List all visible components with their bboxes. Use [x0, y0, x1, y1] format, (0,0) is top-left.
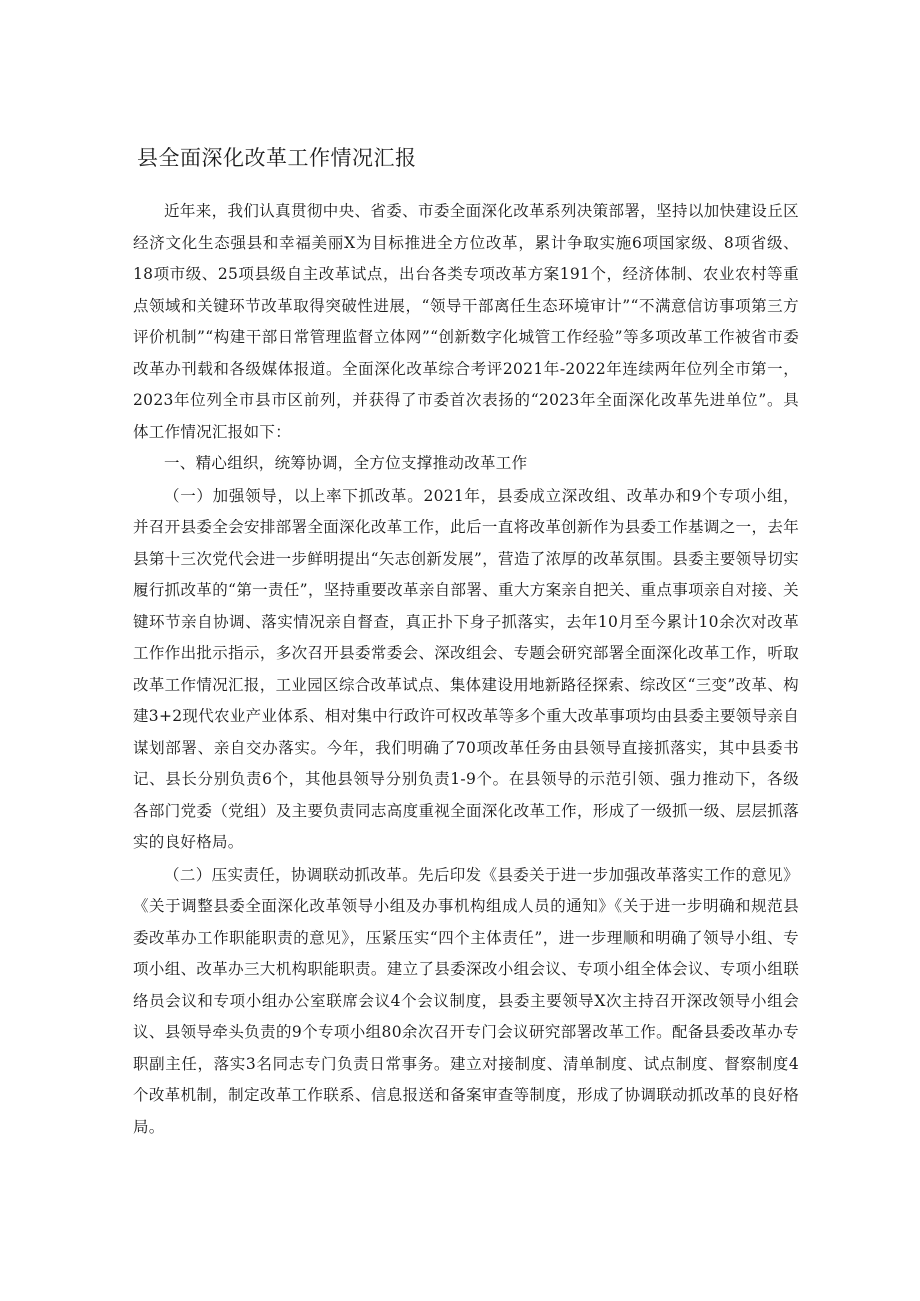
document-title: 县全面深化改革工作情况汇报	[137, 146, 417, 170]
section-1-item-1: （一）加强领导，以上率下抓改革。2021年，县委成立深改组、改革办和9个专项小组，并召开县委全会安排部署全面深化改革工作，此后一直将改革创新作为县委工作基调之一，去年县第十三次党代会进一步鲜明提出“矢志创新发展”，营造了浓厚的改革氛围。县委主要领导切实履行抓改革的“第一责任”，坚持重要改革亲自部署、重大方案亲自把关、重点事项亲自对接、关键环节亲自协调、落实情况亲自督查，真正扑下身子抓落实，去年10月至今累计10余次对改革工作作出批示指示，多次召开县委常委会、深改组会、专题会研究部署全面深化改革工作，听取改革工作情况汇报，工业园区综合改革试点、集体建设用地新路径探索、综改区“三变”改革、构建3+2现代农业产业体系、相对集中行政许可权改革等多个重大改革事项均由县委主要领导亲自谋划部署、亲自交办落实。今年，我们明确了70项改革任务由县领导直接抓落实，其中县委书记、县长分别负责6个，其他县领导分别负责1-9个。在县领导的示范引领、强力推动下，各级各部门党委（党组）及主要负责同志高度重视全面深化改革工作，形成了一级抓一级、层层抓落实的良好格局。	[133, 486, 799, 851]
document-page	[133, 143, 799, 1143]
intro-paragraph: 近年来，我们认真贯彻中央、省委、市委全面深化改革系列决策部署，坚持以加快建设丘区经济文化生态强县和幸福美丽X为目标推进全方位改革，累计争取实施6项国家级、8项省级、18项市级、25项县级自主改革试点，出台各类专项改革方案191个，经济体制、农业农村等重点领域和关键环节改革取得突破性进展，“领导干部离任生态环境审计”“不满意信访事项第三方评价机制”“构建干部日常管理监督立体网”“创新数字化城管工作经验”等多项改革工作被省市委改革办刊载和各级媒体报道。全面深化改革综合考评2021年-2022年连续两年位列全市第一，2023年位列全市县市区前列，并获得了市委首次表扬的“2023年全面深化改革先进单位”。具体工作情况汇报如下：	[133, 202, 799, 441]
section-1-heading: 一、精心组织，统筹协调，全方位支撑推动改革工作	[164, 454, 528, 472]
section-1-item-2: （二）压实责任，协调联动抓改革。先后印发《县委关于进一步加强改革落实工作的意见》《关于调整县委全面深化改革领导小组及办事机构组成人员的通知》《关于进一步明确和规范县委改革办工作职能职责的意见》，压紧压实“四个主体责任”，进一步理顺和明确了领导小组、专项小组、改革办三大机构职能职责。建立了县委深改小组会议、专项小组全体会议、专项小组联络员会议和专项小组办公室联席会议4个会议制度，县委主要领导X次主持召开深改领导小组会议、县领导牵头负责的9个专项小组80余次召开专门会议研究部署改革工作。配备县委改革办专职副主任，落实3名同志专门负责日常事务。建立对接制度、清单制度、试点制度、督察制度4个改革机制，制定改革工作联系、信息报送和备案审查等制度，形成了协调联动抓改革的良好格局。	[133, 865, 799, 1136]
